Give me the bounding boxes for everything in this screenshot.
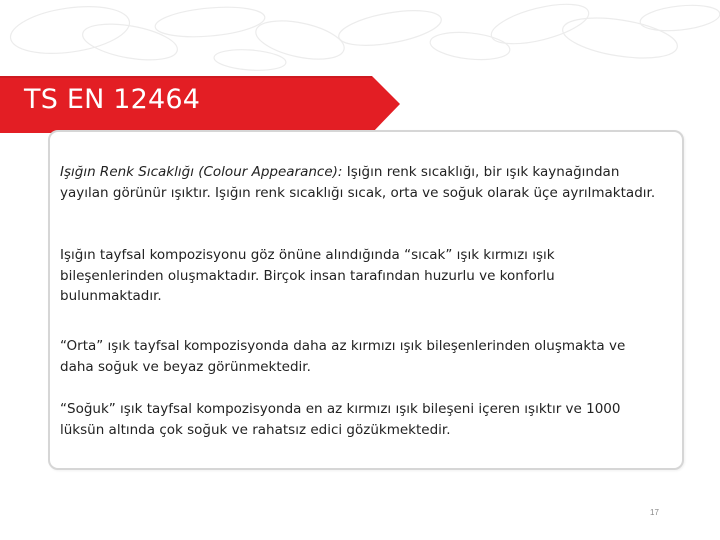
paragraph-colour-appearance	[60, 162, 660, 203]
paragraph-medium-light: “Orta” ışık tayfsal kompozisyonda daha az kırmızı ışık bileşenlerinden oluşmakta ve daha soğuk ve beyaz görünmektedir.	[60, 338, 626, 375]
page-number: 17	[650, 508, 659, 517]
decorative-ellipses	[0, 0, 720, 80]
slide-title: TS EN 12464	[24, 84, 201, 115]
paragraph-cold-light: “Soğuk” ışık tayfsal kompozisyonda en az kırmızı ışık bileşeni içeren ışıktır ve 1000 lüksün altında çok soğuk ve rahatsız edici gözükmektedir.	[60, 401, 621, 438]
paragraph-warm-light: Işığın tayfsal kompozisyonu göz önüne alındığında “sıcak” ışık kırmızı ışık bileşenlerinden oluşmaktadır. Birçok insan tarafından huzurlu ve konforlu bulunmaktadır.	[60, 247, 555, 304]
paragraph-lead-term: Işığın Renk Sıcaklığı (Colour Appearance):	[60, 164, 343, 180]
paragraph-text: Işığın renk sıcaklığı, bir ışık kaynağından yayılan görünür ışıktır. Işığın renk sıcaklığı sıcak, orta ve soğuk olarak üçe ayrılmaktadır.	[60, 164, 656, 201]
